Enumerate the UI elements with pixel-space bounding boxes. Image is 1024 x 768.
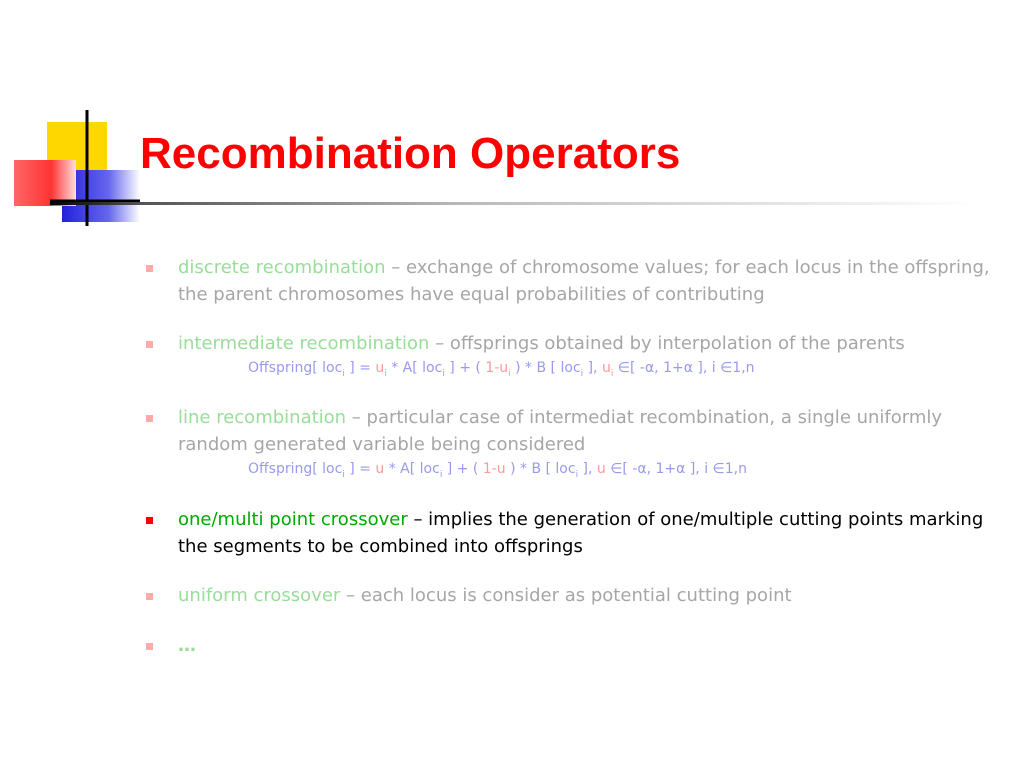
bullet-marker — [146, 593, 153, 600]
formula-subscript: i — [610, 368, 614, 379]
bullet-description: – implies the generation of one/multiple cutting points marking the segments to be combined into offsprings — [178, 509, 984, 557]
formula-part: ) * B [ loc — [505, 461, 576, 477]
formula-subscript: i — [508, 368, 511, 379]
bullet-description: – each locus is consider as potential cutting point — [340, 585, 792, 606]
formula-part: * A[ loc — [384, 461, 440, 477]
formula-subscript: i — [439, 469, 443, 480]
formula-subscript: i — [442, 368, 445, 379]
bullet-line-recombination — [178, 404, 998, 480]
formula-variable: u — [375, 360, 385, 376]
formula-part: ], — [583, 360, 602, 376]
formula-part: * A[ loc — [386, 360, 443, 376]
line-formula — [248, 458, 998, 480]
bullet-description: – exchange of chromosome values; for each locus in the offspring, the parent chromosomes have equal probabilities of contributing — [178, 257, 990, 305]
bullet-marker — [146, 265, 153, 272]
formula-variable: u — [375, 461, 385, 477]
bullet-discrete-recombination — [178, 254, 998, 308]
bullet-text — [178, 506, 998, 560]
formula-variable: u — [596, 461, 606, 477]
bullet-description: – offsprings obtained by interpolation of the parents — [429, 333, 905, 354]
formula-subscript: i — [342, 368, 345, 379]
bullet-ellipsis — [178, 632, 998, 659]
formula-subscript: i — [342, 469, 345, 480]
intermediate-formula — [248, 357, 998, 379]
formula-subscript: i — [384, 368, 387, 379]
bullet-marker — [146, 341, 153, 348]
formula-part: ] + ( — [444, 360, 486, 376]
bullet-term: one/multi point crossover — [178, 509, 408, 530]
bullet-term: intermediate recombination — [178, 333, 430, 354]
formula-part: Offspring[ loc — [248, 360, 343, 376]
formula-subscript: i — [580, 368, 584, 379]
bullet-term: discrete recombination — [178, 257, 386, 278]
formula-subscript: i — [575, 469, 579, 480]
bullet-description: – particular case of intermediat recombination, a single uniformly random generated variable being considered — [178, 407, 943, 455]
formula-part: ] = — [344, 461, 376, 477]
bullet-marker — [146, 643, 153, 650]
bullet-one-multi-point-crossover — [178, 506, 998, 560]
bullet-term: line recombination — [178, 407, 347, 428]
formula-part: ], — [578, 461, 597, 477]
bullet-marker — [146, 415, 153, 422]
bullet-text — [178, 330, 998, 357]
formula-part: ] = — [344, 360, 376, 376]
bullet-term: … — [178, 635, 196, 656]
formula-part: Offspring[ loc — [248, 461, 343, 477]
bullet-marker — [146, 517, 153, 524]
bullet-text — [178, 582, 998, 609]
formula-variable: 1-u — [482, 461, 506, 477]
bullet-uniform-crossover — [178, 582, 998, 609]
bullet-intermediate-recombination — [178, 330, 998, 379]
bullet-text — [178, 632, 998, 659]
formula-part: ) * B [ loc — [510, 360, 581, 376]
formula-part: ∈[ -α, 1+α ], i ∈1,n — [613, 360, 755, 376]
formula-part: ∈[ -α, 1+α ], i ∈1,n — [605, 461, 747, 477]
formula-variable: 1-u — [485, 360, 509, 376]
slide-title: Recombination Operators — [140, 129, 681, 178]
formula-part: ] + ( — [442, 461, 483, 477]
formula-variable: u — [601, 360, 611, 376]
bullet-text — [178, 404, 998, 458]
bullet-term: uniform crossover — [178, 585, 341, 606]
bullet-text — [178, 254, 998, 308]
